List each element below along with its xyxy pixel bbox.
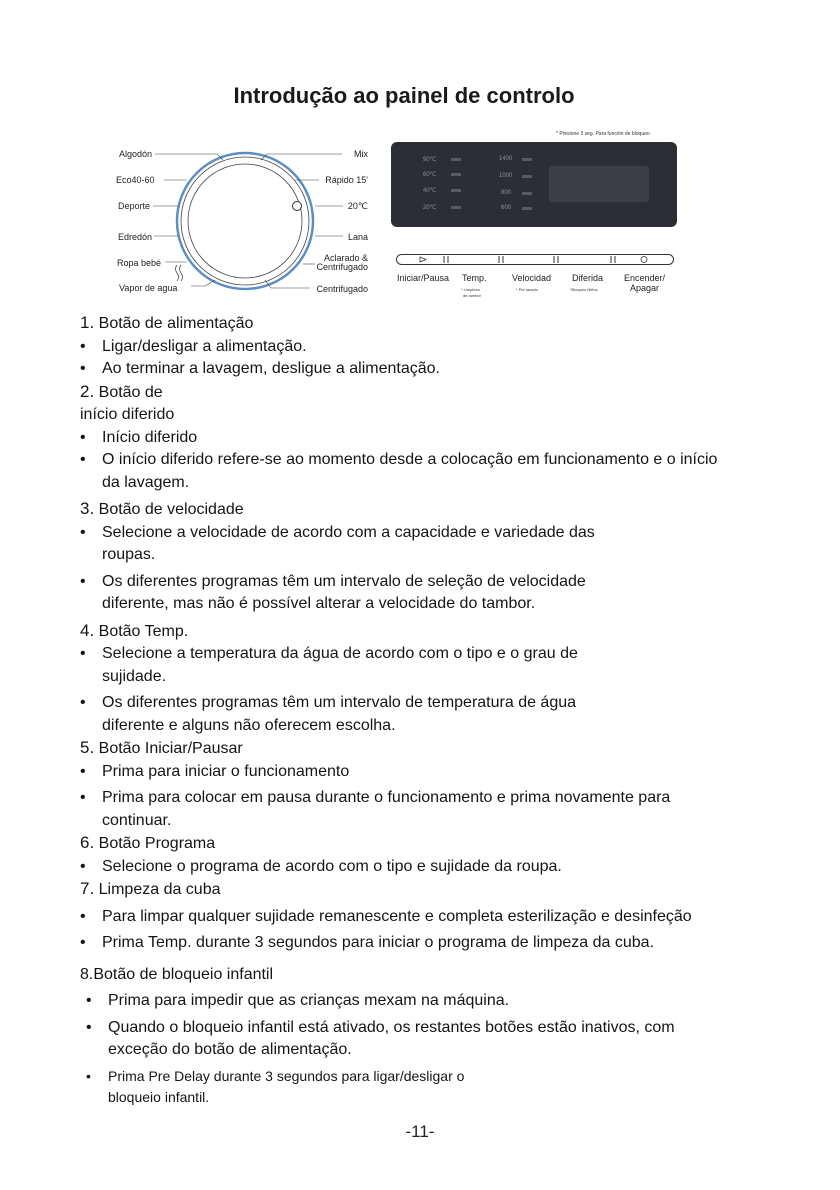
lock-note: * Presione 3 seg. Para función de bloqueo — [556, 131, 650, 137]
button-dividers — [396, 254, 674, 265]
temp-label: 60℃ — [423, 172, 437, 178]
section-heading: 8.Botão de bloqueio infantil — [80, 965, 274, 983]
list-item-cont: da lavagem. — [102, 473, 190, 491]
dial-label-algodon: Algodón — [119, 149, 153, 159]
list-item: • Selecione a velocidade de acordo com a capacidade e variedade das — [80, 523, 595, 541]
list-item: • Prima para impedir que as crianças mexam na máquina. — [86, 992, 510, 1009]
button-label-temp: Temp. — [462, 273, 487, 283]
instructions — [80, 312, 800, 1108]
section-heading-cont: início diferido — [80, 406, 175, 423]
section-heading: 3. Botão de velocidade — [80, 499, 244, 518]
list-item-cont: diferente, mas não é possível alterar a velocidade do tambor. — [102, 595, 536, 612]
dial-leader-lines — [153, 154, 343, 288]
list-item: • Ao terminar a lavagem, desligue a alimentação. — [80, 360, 440, 377]
temp-led — [451, 189, 461, 192]
display-panel — [391, 142, 677, 227]
digital-screen — [549, 166, 649, 202]
button-label-power-2: Apagar — [630, 283, 660, 293]
button-label-delay: Diferida — [572, 273, 604, 283]
speed-label: 1400 — [499, 156, 513, 162]
section-heading: 4. Botão Temp. — [80, 620, 189, 640]
section-heading: 2. Botão de — [80, 381, 163, 401]
list-item: • Prima Temp. durante 3 segundos para iniciar o programa de limpeza da cuba. — [80, 934, 655, 951]
list-item-cont: sujidade. — [102, 667, 167, 685]
temp-label: 90℃ — [423, 157, 437, 163]
dial-label-mix: Mix — [354, 149, 368, 159]
button-note-drum: de tambor — [463, 293, 482, 298]
dial-label-vapor: Vapor de agua — [119, 283, 178, 293]
dial-label-20c: 20℃ — [347, 201, 368, 211]
list-item: • Início diferido — [80, 428, 198, 446]
button-label-power: Encender/ — [624, 273, 666, 283]
list-item: • Para limpar qualquer sujidade remanescente e completa esterilização e desinfeção — [80, 907, 692, 925]
temp-led — [451, 173, 461, 176]
section-heading: 6. Botão Programa — [80, 833, 216, 852]
dial-label-aclarado-centrifugado: Centrifugado — [316, 262, 368, 272]
list-item: • Ligar/desligar a alimentação. — [80, 337, 307, 355]
dial-middle-ring — [181, 157, 309, 285]
page-number: -11- — [405, 1122, 435, 1141]
list-item: • Os diferentes programas têm um intervalo de seleção de velocidade — [80, 572, 586, 590]
list-item: • Prima para iniciar o funcionamento — [80, 762, 350, 780]
temp-label: 40℃ — [423, 188, 437, 194]
play-pause-icon — [420, 257, 426, 262]
list-item: • Selecione a temperatura da água de acordo com o tipo e o grau de — [80, 645, 578, 662]
dial-label-deporte: Deporte — [118, 201, 151, 211]
speed-led — [522, 207, 532, 210]
steam-icon — [176, 265, 183, 281]
dial-label-rapido: Rápido 15' — [325, 175, 368, 185]
section-heading: 5. Botão Iniciar/Pausar — [80, 738, 243, 757]
dial-label-centrifugado: Centrifugado — [316, 284, 368, 294]
dial-label-ropa-bebe: Ropa bebé — [117, 258, 162, 268]
button-note-cleaning: * Limpieza — [461, 287, 480, 292]
page-title: Introdução ao painel de controlo — [233, 83, 575, 108]
speed-led — [522, 175, 532, 178]
button-label-speed: Velocidad — [512, 273, 552, 283]
temp-led — [451, 158, 461, 161]
dial-label-aclarado: Aclarado & — [323, 253, 368, 263]
list-item-cont: continuar. — [102, 811, 172, 829]
list-item-cont: diferente e alguns não oferecem escolha. — [102, 716, 396, 734]
speed-label: 800 — [501, 190, 512, 196]
list-item-cont: bloqueio infantil. — [108, 1088, 210, 1105]
list-item: • Selecione o programa de acordo com o tipo e sujidade da roupa. — [80, 857, 562, 875]
list-item: • O início diferido refere-se ao momento desde a colocação em funcionamento e o início — [80, 451, 718, 468]
list-item: • Quando o bloqueio infantil está ativado, os restantes botões estão inativos, com — [86, 1018, 675, 1036]
dial-label-lana: Lana — [347, 232, 368, 242]
button-label-start-pause: Iniciar/Pausa — [397, 273, 450, 283]
dial-inner-ring — [188, 164, 302, 278]
power-icon — [641, 257, 647, 263]
control-button-bar — [396, 254, 674, 265]
button-note-child-lock: *Bloqueo Niños — [570, 287, 598, 292]
list-item-cont: exceção do botão de alimentação. — [108, 1041, 352, 1058]
dial-label-edredon: Edredón — [118, 232, 153, 242]
dial-label-eco: Eco40-60 — [116, 175, 155, 185]
dial-indicator — [293, 202, 302, 211]
list-item: • Prima Pre Delay durante 3 segundos para ligar/desligar o — [86, 1067, 465, 1084]
speed-led — [522, 158, 532, 161]
temp-led — [451, 206, 461, 209]
temp-label: 20℃ — [423, 205, 437, 211]
speed-led — [522, 192, 532, 195]
section-heading: 7. Limpeza da cuba — [80, 879, 221, 898]
button-note-prewash: * Pre lavado — [516, 287, 538, 292]
program-dial-diagram — [105, 140, 395, 305]
speed-label: 600 — [501, 205, 512, 211]
list-item: • Prima para colocar em pausa durante o funcionamento e prima novamente para — [80, 789, 671, 806]
dial-graphic — [105, 140, 395, 305]
list-item: • Os diferentes programas têm um intervalo de temperatura de água — [80, 694, 577, 711]
dial-outer-ring — [177, 153, 313, 289]
speed-label: 1000 — [499, 173, 513, 179]
list-item-cont: roupas. — [102, 546, 156, 563]
section-heading: 1. Botão de alimentação — [80, 313, 254, 332]
